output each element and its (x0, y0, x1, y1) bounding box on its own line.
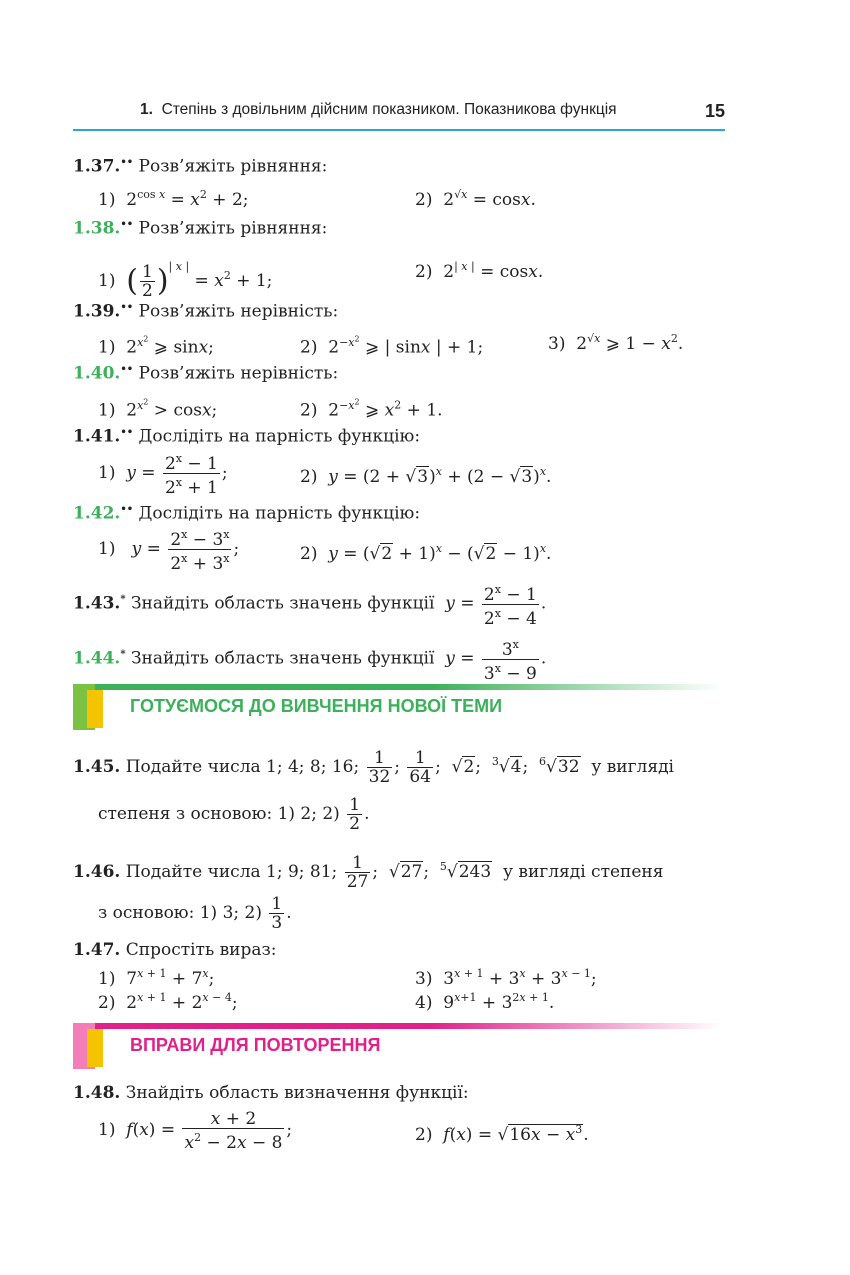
section-marker-yellow (87, 690, 103, 728)
exercise-1-47-part-2: 2) $2^{x + 1} + 2^{x - 4}$; (98, 991, 238, 1013)
exercise-1-45-line-2: степеня з основою: 1) 2; 2) $\frac{1}{2}$ . (98, 795, 370, 834)
exercise-1-42: 1.42.•• Дослідіть на парність функцію: (73, 503, 421, 524)
exercise-1-46: 1.46. Подайте числа 1; 9; 81; $\frac{1}{27}$ ; √27; $^5$√243 у вигляді степеня (73, 853, 664, 892)
exercise-1-44: 1.44.* Знайдіть область значень функції y = $\frac{3^x}{3^x - 9}$ . (73, 637, 547, 684)
exercise-1-40-part-1: 1) $2^{x^2} > \cos x$; (98, 397, 218, 421)
exercise-1-47-part-3: 3) $3^{x + 1} + 3^x + 3^{x - 1}$; (415, 967, 597, 989)
section-bar (73, 684, 723, 690)
exercise-1-46-line-2: з основою: 1) 3; 2) $\frac{1}{3}$ . (98, 894, 292, 933)
exercise-1-41-part-1: 1) y = $\frac{2^x - 1}{2^x + 1}$ ; (98, 452, 228, 498)
exercise-1-40-part-2: 2) $2^{-x^2}$ ⩾ $x^2 + 1$. (300, 397, 443, 421)
exercise-1-48-part-1: 1) f(x) = $\frac{x + 2}{x^2 - 2x - 8}$ ; (98, 1108, 293, 1153)
page-number: 15 (705, 101, 726, 121)
header-rule (73, 129, 725, 131)
exercise-1-48: 1.48. Знайдіть область визначення функції: (73, 1083, 469, 1103)
exercise-1-42-part-1: 1) y = $\frac{2^x - 3^x}{2^x + 3^x}$ ; (98, 528, 240, 574)
exercise-1-38-part-2: 2) $2^{| x |} = \cos x$. (415, 260, 544, 282)
exercise-1-42-part-2: 2) $y = (√2 + 1)^x - (√2 - 1)^x$. (300, 542, 552, 564)
exercise-1-41-part-2: 2) $y = (2 + √3)^x + (2 - √3)^x$. (300, 465, 552, 487)
section-title: ВПРАВИ ДЛЯ ПОВТОРЕННЯ (130, 1035, 381, 1055)
exercise-1-45: 1.45. Подайте числа 1; 4; 8; 16; $\frac{1}{32}$ ; $\frac{1}{64}$ ; √2; $^3$√4; $^6$√32 у вигляді (73, 748, 674, 787)
exercise-1-38-part-1: 1) ( $\frac{1}{2}$ )$^{| x |} = x^2 + 1$; (98, 260, 273, 301)
running-header: 1. Степінь з довільним дійсним показником. Показникова функція (140, 101, 617, 118)
exercise-1-39-part-3: 3) $2^{√x}$ ⩾ $1 - x^2$. (548, 332, 684, 354)
exercise-1-37-part-2: 2) $2^{√x} = \cos x$. (415, 188, 536, 210)
section-title: ГОТУЄМОСЯ ДО ВИВЧЕННЯ НОВОЇ ТЕМИ (130, 696, 503, 716)
exercise-1-47-part-4: 4) $9^{x+1} + 3^{2x + 1}$. (415, 991, 555, 1013)
exercise-1-47: 1.47. Спростіть вираз: (73, 940, 277, 960)
exercise-1-39-part-1: 1) $2^{x^2}$ ⩾ sinx; (98, 334, 214, 358)
exercise-1-48-part-2: 2) $f(x) = √16x - x^3$. (415, 1123, 589, 1145)
section-prepare (73, 684, 723, 730)
section-bar (73, 1023, 723, 1029)
section-review (73, 1023, 723, 1069)
exercise-1-39: 1.39.•• Розв’яжіть нерівність: (73, 301, 339, 322)
exercise-1-47-part-1: 1) $7^{x + 1} + 7^x$; (98, 967, 215, 989)
exercise-1-37: 1.37.•• Розв’яжіть рівняння: (73, 156, 328, 177)
exercise-1-40: 1.40.•• Розв’яжіть нерівність: (73, 363, 339, 384)
exercise-1-37-part-1: 1) $2^{cos x} = x^2 + 2$; (98, 188, 249, 210)
section-marker-yellow (87, 1029, 103, 1067)
exercise-1-38: 1.38.•• Розв’яжіть рівняння: (73, 218, 328, 239)
exercise-1-41: 1.41.•• Дослідіть на парність функцію: (73, 426, 421, 447)
exercise-1-43: 1.43.* Знайдіть область значень функції y = $\frac{2^x - 1}{2^x - 4}$ . (73, 582, 547, 629)
exercise-1-39-part-2: 2) $2^{-x^2}$ ⩾ | sinx | + 1; (300, 334, 484, 358)
